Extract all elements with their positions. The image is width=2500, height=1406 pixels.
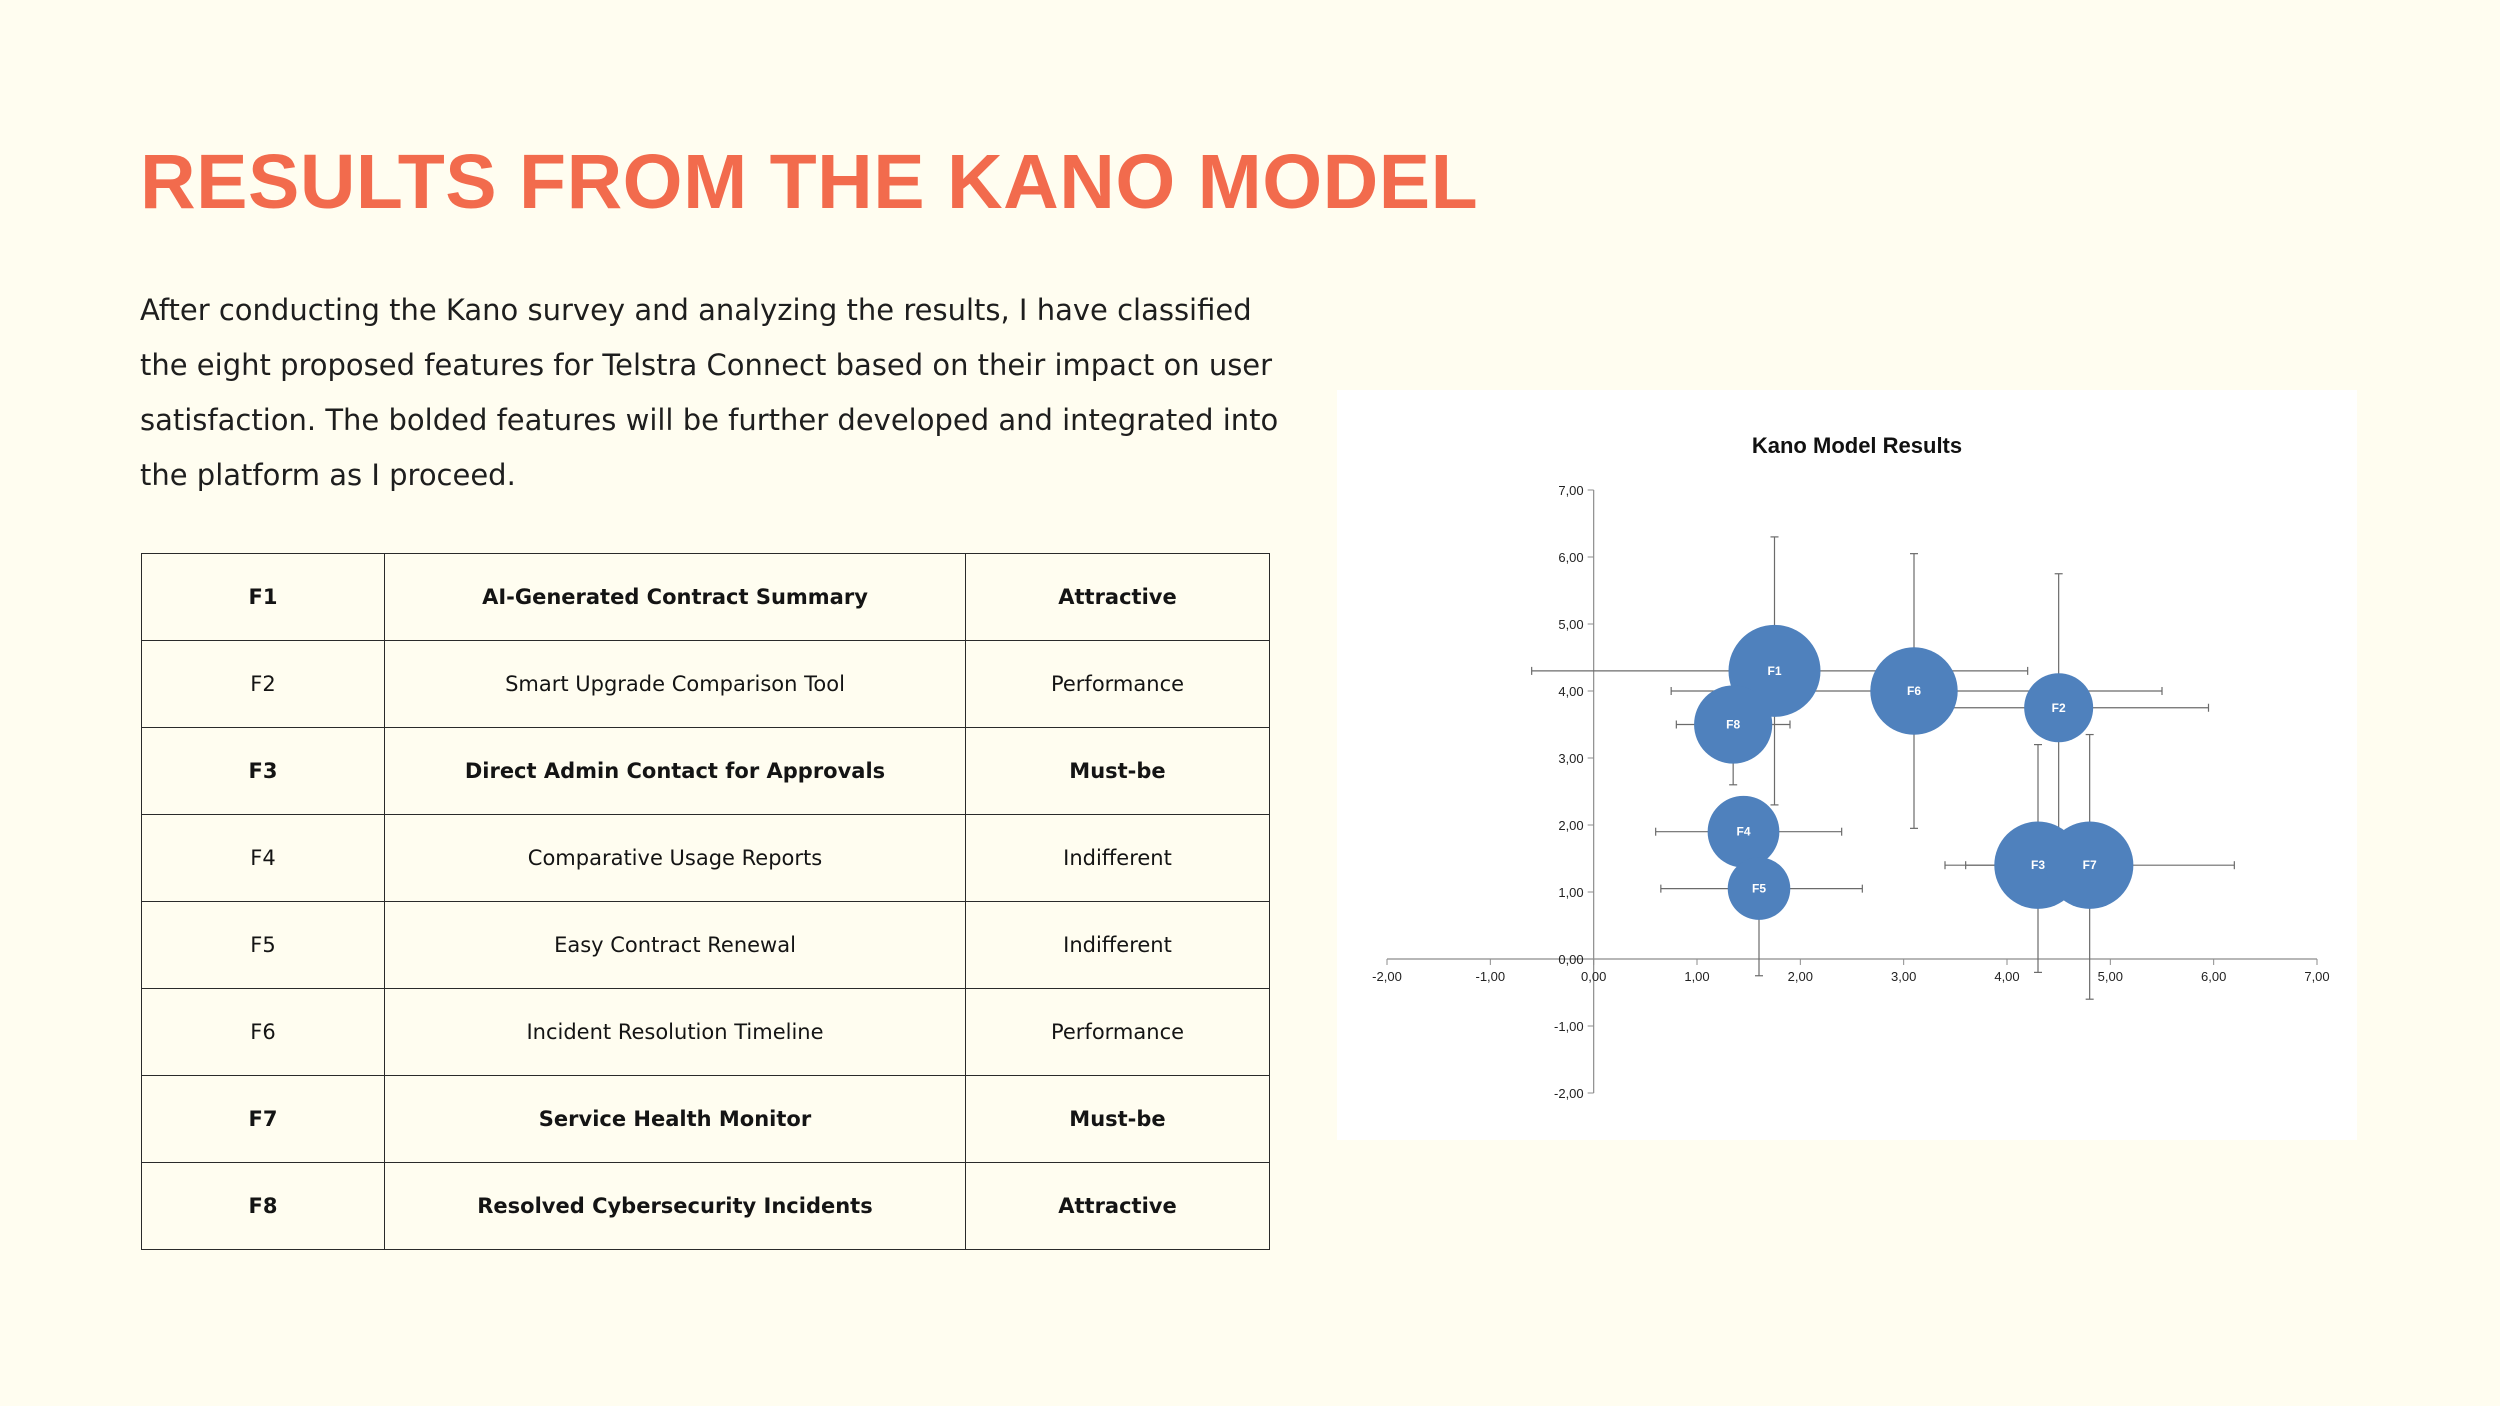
table-row xyxy=(142,554,1270,641)
table-row xyxy=(142,815,1270,902)
feature-id-cell: F8 xyxy=(142,1163,385,1250)
bubble-label: F8 xyxy=(1726,717,1741,732)
feature-category-cell: Must-be xyxy=(966,1076,1270,1163)
feature-classification-table xyxy=(141,553,1270,1250)
bubble-label: F4 xyxy=(1736,824,1751,839)
bubble-label: F6 xyxy=(1906,684,1922,698)
page-title: RESULTS FROM THE KANO MODEL xyxy=(140,139,1479,225)
y-tick-label: 2,00 xyxy=(1558,818,1584,833)
y-tick-label: 4,00 xyxy=(1558,684,1584,699)
feature-id-cell: F1 xyxy=(142,554,385,641)
kano-chart-panel xyxy=(1337,390,2357,1140)
y-tick-label: -1,00 xyxy=(1554,1019,1584,1034)
feature-name-cell: Smart Upgrade Comparison Tool xyxy=(385,641,966,728)
feature-name-cell: Comparative Usage Reports xyxy=(385,815,966,902)
bubble-label: F2 xyxy=(2051,700,2066,715)
table-row xyxy=(142,728,1270,815)
table-row xyxy=(142,1163,1270,1250)
table-row xyxy=(142,902,1270,989)
x-tick-label: 7,00 xyxy=(2304,969,2330,984)
feature-id-cell: F2 xyxy=(142,641,385,728)
x-tick-label: 2,00 xyxy=(1787,969,1813,984)
feature-category-cell: Performance xyxy=(966,989,1270,1076)
x-tick-label: 0,00 xyxy=(1581,969,1607,984)
y-tick-label: 0,00 xyxy=(1558,952,1584,967)
bubble-label: F3 xyxy=(2030,858,2046,873)
x-tick-label: -1,00 xyxy=(1475,969,1506,984)
feature-name-cell: AI-Generated Contract Summary xyxy=(385,554,966,641)
feature-category-cell: Must-be xyxy=(966,728,1270,815)
x-tick-label: 1,00 xyxy=(1684,969,1710,984)
x-tick-label: 4,00 xyxy=(1994,969,2020,984)
table-row xyxy=(142,641,1270,728)
feature-name-cell: Direct Admin Contact for Approvals xyxy=(385,728,966,815)
feature-category-cell: Indifferent xyxy=(966,902,1270,989)
feature-id-cell: F4 xyxy=(142,815,385,902)
bubble-label: F5 xyxy=(1751,881,1767,896)
intro-paragraph: After conducting the Kano survey and analyzing the results, I have classified the eight proposed features for Telstra Connect based on their impact on user satisfaction. The bolded features will be further developed and integrated into the platform as I proceed. xyxy=(140,293,1279,492)
x-tick-label: 3,00 xyxy=(1891,969,1917,984)
y-tick-label: -2,00 xyxy=(1554,1086,1584,1101)
feature-category-cell: Attractive xyxy=(966,554,1270,641)
feature-id-cell: F3 xyxy=(142,728,385,815)
y-tick-label: 5,00 xyxy=(1558,617,1584,632)
x-tick-label: 6,00 xyxy=(2201,969,2227,984)
feature-name-cell: Resolved Cybersecurity Incidents xyxy=(385,1163,966,1250)
feature-category-cell: Performance xyxy=(966,641,1270,728)
x-tick-label: 5,00 xyxy=(2097,969,2123,984)
feature-name-cell: Incident Resolution Timeline xyxy=(385,989,966,1076)
feature-category-cell: Indifferent xyxy=(966,815,1270,902)
y-tick-label: 3,00 xyxy=(1558,751,1584,766)
kano-model-chart xyxy=(1337,390,2357,1140)
feature-id-cell: F6 xyxy=(142,989,385,1076)
feature-name-cell: Service Health Monitor xyxy=(385,1076,966,1163)
x-tick-label: -2,00 xyxy=(1372,969,1402,984)
y-tick-label: 1,00 xyxy=(1558,885,1584,900)
bubble-label: F7 xyxy=(2082,858,2097,873)
feature-name-cell: Easy Contract Renewal xyxy=(385,902,966,989)
chart-title: Kano Model Results xyxy=(1751,433,1963,458)
feature-category-cell: Attractive xyxy=(966,1163,1270,1250)
bubble-label: F1 xyxy=(1767,663,1782,678)
y-tick-label: 7,00 xyxy=(1558,483,1584,498)
feature-id-cell: F5 xyxy=(142,902,385,989)
feature-id-cell: F7 xyxy=(142,1076,385,1163)
y-tick-label: 6,00 xyxy=(1558,550,1584,565)
table-row xyxy=(142,1076,1270,1163)
table-row xyxy=(142,989,1270,1076)
